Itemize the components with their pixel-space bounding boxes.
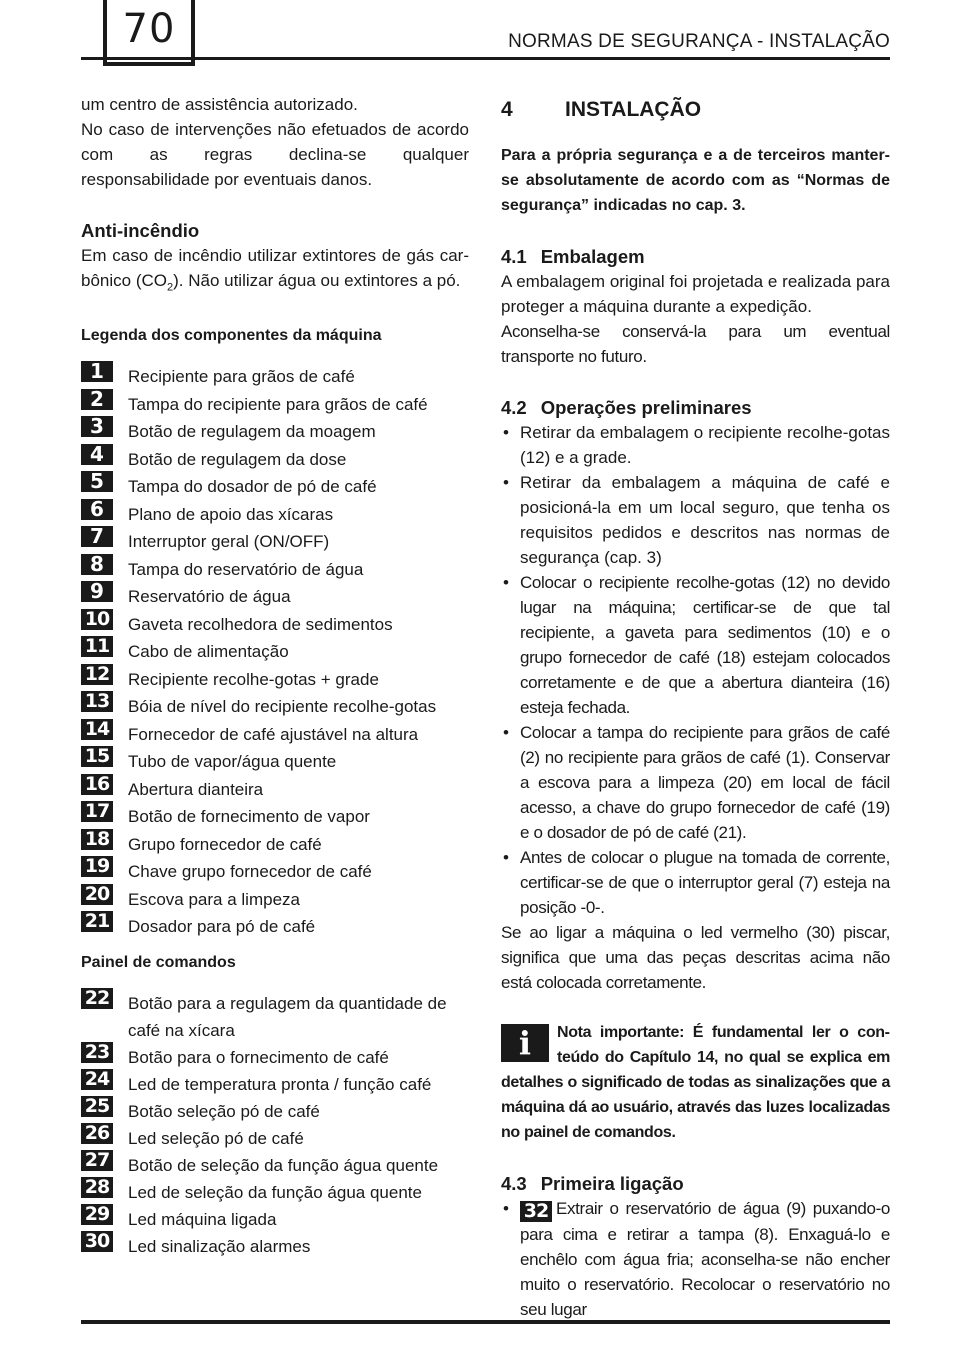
legend-number-badge: 30	[81, 1231, 113, 1252]
panel-heading: Painel de comandos	[81, 953, 236, 971]
legend-number-badge: 7	[81, 526, 113, 547]
legend-number-badge: 11	[81, 636, 113, 657]
s41-heading: 4.1 Embalagem	[501, 246, 645, 267]
legend-item	[81, 800, 469, 831]
legend-label: Led de temperatura pronta / função café	[128, 1074, 432, 1094]
section-number: 4	[501, 98, 513, 121]
s42-after-paragraph: Se ao ligar a máquina o led vermelho (30) piscar, significa que uma das peças descritas acima não está colocada corretamente.	[501, 923, 890, 992]
legend-label: Fornecedor de café ajustável na altura	[128, 724, 419, 744]
legend-number-badge: 10	[81, 609, 113, 630]
legend-label: Bóia de nível do recipiente recolhe-gotas	[128, 697, 437, 717]
page-number: 70	[122, 6, 176, 52]
fire-paragraph: Em caso de incêndio utilizar extintores de gás carbônico $(CO_2)$. Não utilizar água ou extintores a pó.	[81, 246, 469, 294]
legend-number-badge: 1	[81, 361, 113, 382]
legend-item	[81, 1229, 469, 1260]
intro-paragraph: No caso de intervenções não efetuados de acordo com as regras declina-se qualquer responsabilidade por eventuais danos.	[81, 120, 469, 189]
legend-number-badge: 18	[81, 829, 113, 850]
legend-label: Botão seleção pó de café	[128, 1101, 320, 1121]
legend-label: Botão para o fornecimento de café	[128, 1047, 389, 1067]
legend-heading: Legenda dos componentes da máquina	[81, 327, 382, 345]
legend-item	[81, 441, 469, 474]
legend-number-badge: 6	[81, 499, 113, 520]
panel-list	[81, 986, 469, 1260]
legend-label: Botão de regulagem da moagem	[128, 422, 376, 442]
legend-number-badge: 9	[81, 581, 113, 602]
legend-number-badge: 25	[81, 1096, 113, 1117]
important-note-text: Nota importante: É fundamental ler o conteúdo do Capítulo 14, no qual se explica em detalhes o significado de todas as sinalizações que a máquina dá ao usuário, através das luzes localizadas no painel de comandos.	[501, 1024, 890, 1141]
legend-number-badge: 21	[81, 911, 113, 932]
legend-label: Chave grupo fornecedor de café	[128, 862, 372, 882]
s43-bullet-list	[501, 1196, 890, 1322]
legend-item	[81, 1094, 469, 1125]
header-title: NORMAS DE SEGURANÇA - INSTALAÇÃO	[508, 31, 890, 52]
s42-bullet-list	[501, 420, 890, 920]
legend-item	[81, 855, 469, 886]
legend-item	[81, 414, 469, 446]
legend-item	[81, 579, 469, 611]
legend-label: Botão para a regulagem da quantidade de café na xícara	[128, 993, 447, 1040]
legend-item	[81, 1040, 469, 1071]
components-list	[81, 359, 469, 941]
legend-number-badge: 8	[81, 554, 113, 575]
s42-bullet: • Retirar da embalagem o recipiente recolhe-gotas (12) e a grade.	[501, 420, 890, 470]
s41-paragraph-1: A embalagem original foi projetada e realizada para proteger a máquina durante a expedição.	[501, 272, 890, 316]
legend-item	[81, 386, 469, 419]
legend-label: Led de seleção da função água quente	[128, 1182, 422, 1202]
legend-item	[81, 524, 469, 556]
legend-number-badge: 20	[81, 884, 113, 905]
legend-number-badge: 23	[81, 1042, 113, 1063]
legend-number-badge: 13	[81, 691, 113, 712]
legend-label: Grupo fornecedor de café	[128, 834, 322, 854]
legend-number-badge: 28	[81, 1177, 113, 1198]
legend-number-badge: 14	[81, 719, 113, 740]
legend-number-badge: 22	[81, 988, 113, 1009]
legend-item	[81, 772, 469, 804]
legend-label: Gaveta recolhedora de sedimentos	[128, 614, 393, 634]
legend-label: Interruptor geral (ON/OFF)	[128, 532, 330, 552]
legend-label: Reservatório de água	[128, 587, 291, 607]
important-note	[501, 1020, 890, 1145]
legend-number-badge: 15	[81, 746, 113, 767]
legend-label: Tubo de vapor/água quente	[128, 752, 337, 772]
left-column	[81, 92, 469, 1260]
legend-item	[81, 1067, 469, 1098]
legend-item	[81, 1202, 469, 1233]
footer-rule	[81, 1320, 890, 1324]
legend-item	[81, 1121, 469, 1152]
legend-label: Cabo de alimentação	[128, 642, 289, 662]
fire-heading: Anti-incêndio	[81, 220, 200, 241]
legend-item	[81, 690, 469, 721]
legend-item	[81, 827, 469, 859]
legend-number-badge: 24	[81, 1069, 113, 1090]
legend-item	[81, 469, 469, 501]
legend-number-badge: 4	[81, 444, 113, 465]
s41-paragraph-2: Aconselha-se conservá-la para um eventual transporte no futuro.	[501, 322, 890, 366]
legend-number-badge: 29	[81, 1204, 113, 1225]
legend-label: Plano de apoio das xícaras	[128, 504, 334, 524]
s42-bullet: • Antes de colocar o plugue na tomada de corrente, certificar-se de que o interruptor geral (7) esteja na posição -0-.	[501, 845, 890, 920]
legend-item	[81, 882, 469, 914]
legend-item	[81, 910, 469, 941]
s42-heading: 4.2 Operações preliminares	[501, 397, 752, 418]
info-icon: i	[501, 1024, 549, 1062]
s42-bullet: • Colocar o recipiente recolhe-gotas (12) no devido lugar na máquina; certificar-se de que tal recipiente, a gaveta para sedimentos (10) e o grupo fornecedor de café (18) estejam colocados corretamente e de que a abertura dianteira (16) esteja fechada.	[501, 570, 890, 720]
legend-number-badge: 12	[81, 664, 113, 685]
s43-bullet	[501, 1196, 890, 1322]
legend-label: Dosador para pó de café	[128, 917, 316, 937]
legend-label: Recipiente para grãos de café	[128, 367, 355, 387]
legend-number-badge: 2	[81, 389, 113, 410]
section-heading	[501, 97, 890, 122]
legend-item	[81, 745, 469, 776]
legend-label: Recipiente recolhe-gotas + grade	[128, 669, 379, 689]
legend-label: Tampa do reservatório de água	[128, 559, 364, 579]
legend-number-badge: 17	[81, 801, 113, 822]
legend-number-badge: 3	[81, 416, 113, 437]
legend-label: Tampa do recipiente para grãos de café	[128, 394, 428, 414]
legend-item	[81, 986, 469, 1044]
s43-heading: 4.3 Primeira ligação	[501, 1173, 684, 1194]
legend-item	[81, 607, 469, 639]
legend-number-badge: 16	[81, 774, 113, 795]
legend-label: Led seleção pó de café	[128, 1128, 304, 1148]
s42-bullet: • Retirar da embalagem a máquina de café e posicioná-la em um local seguro, que tenha os requisitos pedidos e descritos nas normas de segurança (cap. 3)	[501, 470, 890, 570]
legend-item	[81, 496, 469, 529]
legend-item	[81, 551, 469, 584]
legend-item	[81, 359, 469, 391]
legend-number-badge: 5	[81, 471, 113, 492]
intro-line: um centro de assistência autorizado.	[81, 95, 358, 114]
legend-number-badge: 27	[81, 1150, 113, 1171]
legend-item	[81, 1175, 469, 1206]
legend-label: Led máquina ligada	[128, 1209, 277, 1229]
legend-item	[81, 635, 469, 666]
legend-label: Tampa do dosador de pó de café	[128, 477, 377, 497]
legend-label: Botão de seleção da função água quente	[128, 1155, 439, 1175]
legend-number-badge: 19	[81, 856, 113, 877]
header-rule	[81, 57, 890, 60]
legend-item	[81, 1148, 469, 1179]
legend-number-badge: 26	[81, 1123, 113, 1144]
safety-note: Para a própria segurança e a de terceiros manterse absolutamente de acordo com as “Normas de segurança” indicadas no cap. 3.	[501, 147, 890, 214]
legend-item	[81, 662, 469, 694]
right-column	[501, 92, 890, 1322]
s43-bullet-text: Extrair o reservatório de água (9) puxando-o para cima e retirar a tampa (8). Enxaguá-lo e enchêlo com água fria; aconselha-se não encher muito o reservatório. Recolocar o reservatório no seu lugar	[520, 1199, 890, 1319]
s42-bullet: • Colocar a tampa do recipiente para grãos de café (2) no recipiente para grãos de café (1). Conservar a escova para a limpeza (20) em local de fácil acesso, a chave do grupo fornecedor de café (19) e o dosador de pó de café (21).	[501, 720, 890, 845]
legend-label: Botão de fornecimento de vapor	[128, 807, 370, 827]
legend-label: Botão de regulagem da dose	[128, 449, 347, 469]
co2-subscript: 2	[166, 281, 174, 294]
legend-label: Escova para a limpeza	[128, 889, 300, 909]
legend-item	[81, 717, 469, 749]
figure-ref-badge: 32	[520, 1201, 552, 1222]
section-title: INSTALAÇÃO	[565, 98, 702, 121]
legend-label: Abertura dianteira	[128, 779, 264, 799]
legend-label: Led sinalização alarmes	[128, 1236, 311, 1256]
